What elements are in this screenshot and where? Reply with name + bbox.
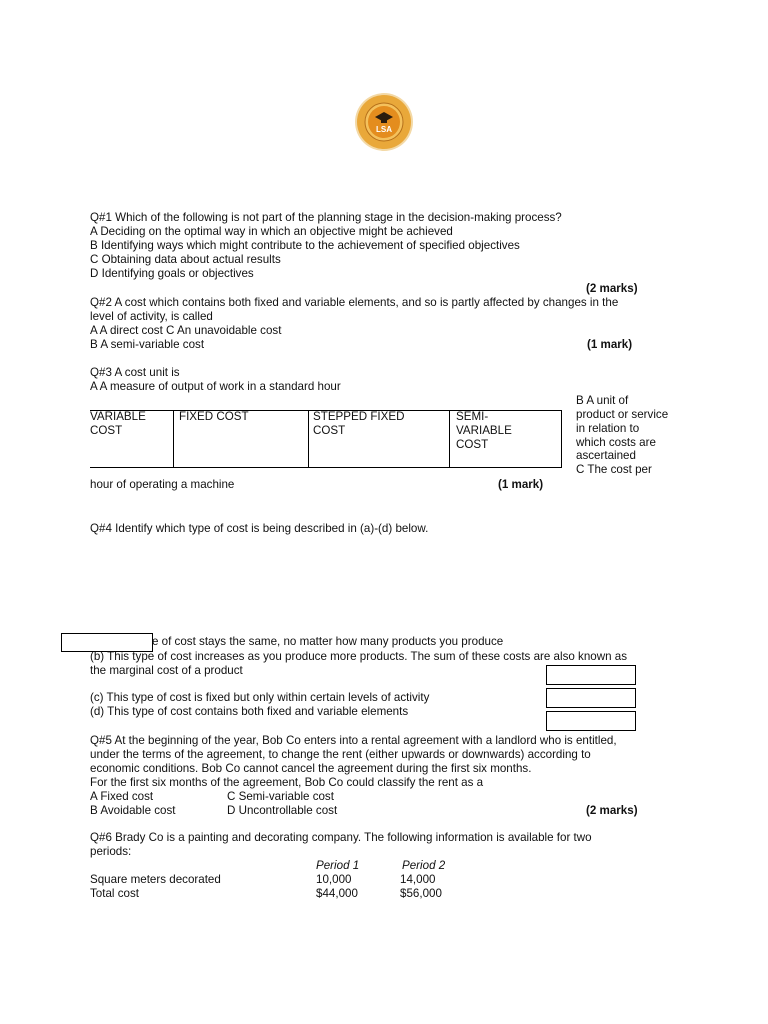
- q4-part-b-line-2: the marginal cost of a product: [90, 664, 243, 677]
- table-divider: [173, 410, 174, 467]
- q5-option-c: C Semi-variable cost: [227, 790, 334, 803]
- answer-box-d[interactable]: [546, 711, 636, 731]
- answer-box-b[interactable]: [546, 665, 636, 685]
- q6-period-1-header: Period 1: [316, 859, 360, 872]
- table-divider: [308, 410, 309, 467]
- q5-option-a: A Fixed cost: [90, 790, 154, 803]
- cost-type-table: [90, 410, 562, 467]
- q4-part-a: e of cost stays the same, no matter how many products you produce: [152, 635, 504, 648]
- table-cell-stepped-fixed-cost: STEPPED FIXED COST: [313, 410, 405, 437]
- q1-option-a: A Deciding on the optimal way in which an objective might be achieved: [90, 225, 453, 238]
- q3-side-line: B A unit of: [576, 394, 629, 407]
- q6-line-1: Q#6 Brady Co is a painting and decorating company. The following information is available for two: [90, 831, 592, 844]
- q2-options-row-1: A A direct cost C An unavoidable cost: [90, 324, 282, 337]
- q5-line-3: economic conditions. Bob Co cannot cancel the agreement during the first six months.: [90, 762, 532, 775]
- q6-line-2: periods:: [90, 845, 132, 858]
- q3-question: Q#3 A cost unit is: [90, 366, 180, 379]
- q6-row-value: $44,000: [316, 887, 358, 900]
- q2-marks: (1 mark): [587, 338, 633, 351]
- table-divider: [561, 410, 562, 467]
- table-divider: [449, 410, 450, 467]
- q3-continuation: hour of operating a machine: [90, 478, 235, 491]
- table-cell-fixed-cost: FIXED COST: [179, 410, 249, 423]
- answer-box-c[interactable]: [546, 688, 636, 708]
- q4-part-b-line-1: (b) This type of cost increases as you produce more products. The sum of these costs are also known as: [90, 650, 628, 663]
- q4-part-d: (d) This type of cost contains both fixed and variable elements: [90, 705, 409, 718]
- table-cell-variable-cost: VARIABLE COST: [90, 410, 146, 437]
- q5-option-d: D Uncontrollable cost: [227, 804, 338, 817]
- q3-marks: (1 mark): [498, 478, 544, 491]
- q5-line-2: under the terms of the agreement, to change the rent (either upwards or downwards) according to: [90, 748, 591, 761]
- q3-side-line: which costs are: [576, 436, 656, 449]
- q6-row-value: 14,000: [400, 873, 436, 886]
- q6-row-value: 10,000: [316, 873, 352, 886]
- q4-question: Q#4 Identify which type of cost is being described in (a)-(d) below.: [90, 522, 429, 535]
- q2-options-row-2: B A semi-variable cost: [90, 338, 205, 351]
- q3-side-line: in relation to: [576, 422, 640, 435]
- q3-side-line: ascertained: [576, 449, 636, 462]
- q3-side-line: product or service: [576, 408, 669, 421]
- q1-option-b: B Identifying ways which might contribute to the achievement of specified objectives: [90, 239, 520, 252]
- school-logo: [354, 92, 414, 152]
- q6-row-label: Square meters decorated: [90, 873, 221, 886]
- q1-marks: (2 marks): [586, 282, 638, 295]
- q2-line-1: Q#2 A cost which contains both fixed and variable elements, and so is partly affected by changes in the: [90, 296, 619, 309]
- q5-line-1: Q#5 At the beginning of the year, Bob Co enters into a rental agreement with a landlord who is entitled,: [90, 734, 617, 747]
- q3-option-a: A A measure of output of work in a standard hour: [90, 380, 341, 393]
- q1-option-d: D Identifying goals or objectives: [90, 267, 254, 280]
- q1-option-c: C Obtaining data about actual results: [90, 253, 281, 266]
- q5-line-4: For the first six months of the agreement, Bob Co could classify the rent as a: [90, 776, 484, 789]
- q5-option-b: B Avoidable cost: [90, 804, 176, 817]
- table-bottom-border: [90, 467, 562, 468]
- logo-text: LSA: [376, 125, 392, 134]
- table-cell-semi-variable-cost: SEMI-VARIABLE COST: [456, 410, 512, 451]
- q6-period-2-header: Period 2: [402, 859, 446, 872]
- q4-part-c: (c) This type of cost is fixed but only within certain levels of activity: [90, 691, 430, 704]
- q6-row-label: Total cost: [90, 887, 139, 900]
- q1-question: Q#1 Which of the following is not part of the planning stage in the decision-making process?: [90, 211, 562, 224]
- q6-row-value: $56,000: [400, 887, 442, 900]
- q3-side-line: C The cost per: [576, 463, 652, 476]
- q5-marks: (2 marks): [586, 804, 638, 817]
- q2-line-2: level of activity, is called: [90, 310, 213, 323]
